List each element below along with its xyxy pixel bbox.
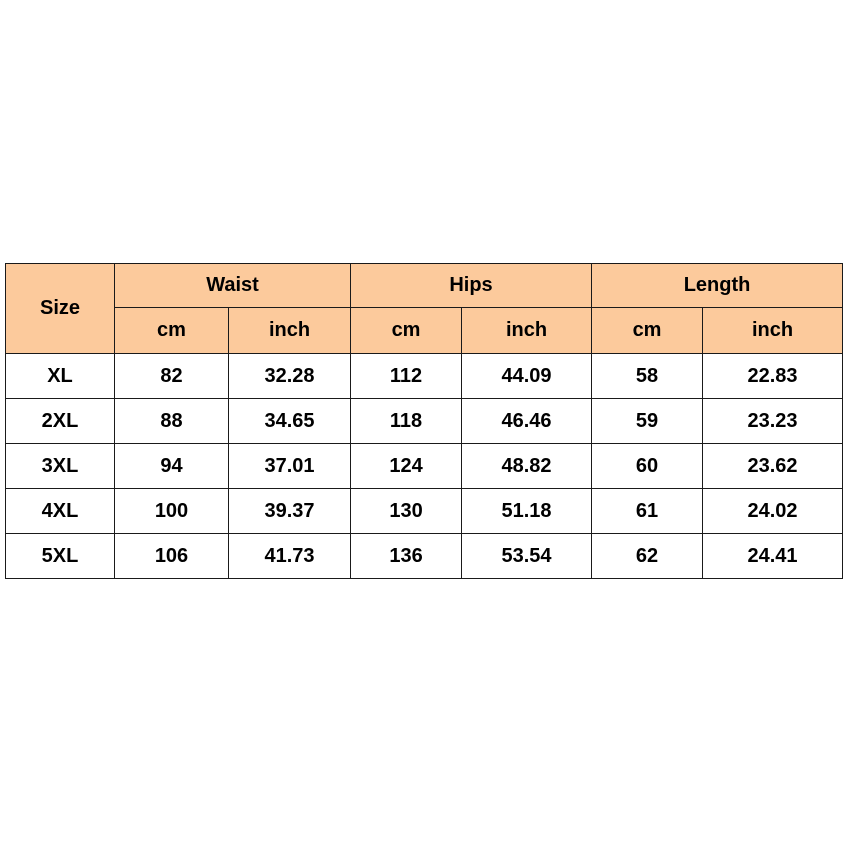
size-cell: XL	[6, 354, 115, 399]
measurement-cell: 24.41	[703, 534, 843, 579]
table-row	[6, 489, 843, 534]
unit-header: cm	[351, 308, 462, 354]
table-row	[6, 444, 843, 489]
measurement-cell: 130	[351, 489, 462, 534]
table-header	[6, 264, 843, 354]
measurement-cell: 22.83	[703, 354, 843, 399]
measurement-cell: 112	[351, 354, 462, 399]
measurement-cell: 88	[115, 399, 229, 444]
unit-header: inch	[703, 308, 843, 354]
hips-header: Hips	[351, 264, 592, 308]
size-chart-table	[5, 263, 843, 579]
measurement-cell: 124	[351, 444, 462, 489]
size-cell: 5XL	[6, 534, 115, 579]
measurement-cell: 44.09	[462, 354, 592, 399]
measurement-cell: 62	[592, 534, 703, 579]
header-unit-row	[6, 308, 843, 354]
measurement-cell: 46.46	[462, 399, 592, 444]
unit-header: inch	[462, 308, 592, 354]
measurement-cell: 23.62	[703, 444, 843, 489]
header-group-row	[6, 264, 843, 308]
measurement-cell: 23.23	[703, 399, 843, 444]
length-header: Length	[592, 264, 843, 308]
measurement-cell: 53.54	[462, 534, 592, 579]
measurement-cell: 24.02	[703, 489, 843, 534]
measurement-cell: 59	[592, 399, 703, 444]
table-body	[6, 354, 843, 579]
measurement-cell: 32.28	[229, 354, 351, 399]
measurement-cell: 51.18	[462, 489, 592, 534]
measurement-cell: 37.01	[229, 444, 351, 489]
table-row	[6, 534, 843, 579]
table-row	[6, 399, 843, 444]
size-header: Size	[6, 264, 115, 354]
measurement-cell: 41.73	[229, 534, 351, 579]
measurement-cell: 48.82	[462, 444, 592, 489]
size-cell: 2XL	[6, 399, 115, 444]
measurement-cell: 39.37	[229, 489, 351, 534]
measurement-cell: 58	[592, 354, 703, 399]
unit-header: cm	[592, 308, 703, 354]
measurement-cell: 34.65	[229, 399, 351, 444]
measurement-cell: 136	[351, 534, 462, 579]
measurement-cell: 60	[592, 444, 703, 489]
measurement-cell: 94	[115, 444, 229, 489]
unit-header: inch	[229, 308, 351, 354]
table-row	[6, 354, 843, 399]
unit-header: cm	[115, 308, 229, 354]
measurement-cell: 61	[592, 489, 703, 534]
measurement-cell: 82	[115, 354, 229, 399]
size-cell: 4XL	[6, 489, 115, 534]
size-cell: 3XL	[6, 444, 115, 489]
measurement-cell: 106	[115, 534, 229, 579]
measurement-cell: 118	[351, 399, 462, 444]
measurement-cell: 100	[115, 489, 229, 534]
waist-header: Waist	[115, 264, 351, 308]
